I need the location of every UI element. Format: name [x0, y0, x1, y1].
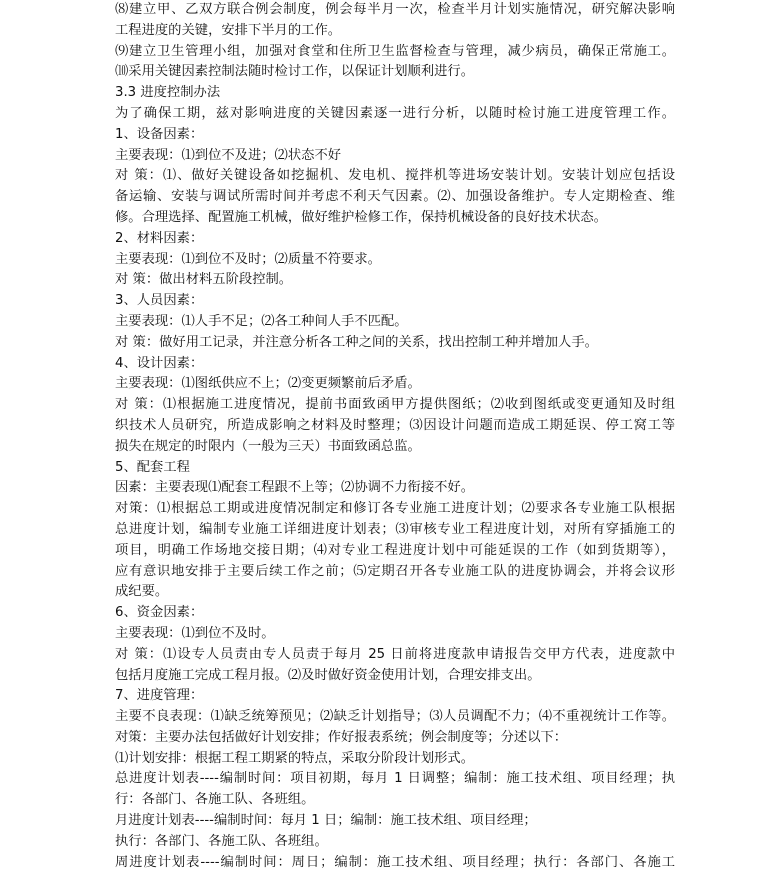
- text-line: 对 策：⑴根据施工进度情况，提前书面致函甲方提供图纸；⑵收到图纸或变更通知及时组: [115, 397, 675, 413]
- text-line: 对策：⑴根据总工期或进度情况制定和修订各专业施工进度计划；⑵要求各专业施工队根据: [115, 501, 675, 517]
- text-line: 对 策：⑴设专人员责由专人员责于每月 25 日前将进度款申请报告交甲方代表，进度款中: [115, 646, 675, 662]
- text-line: 对 策：做出材料五阶段控制。: [115, 272, 293, 288]
- text-line: 修。合理选择、配置施工机械，做好维护检修工作，保持机械设备的良好技术状态。: [115, 209, 607, 225]
- text-line: 主要不良表现：⑴缺乏统筹预见；⑵缺乏计划指导；⑶人员调配不力；⑷不重视统计工作等。: [115, 709, 675, 725]
- text-line: ⑼建立卫生管理小组，加强对食堂和住所卫生监督检查与管理，减少病员，确保正常施工。: [115, 43, 675, 59]
- text-line: 行：各部门、各施工队、各班组。: [115, 792, 315, 808]
- text-line: 主要表现：⑴到位不及进；⑵状态不好: [115, 147, 342, 163]
- text-line: 备运输、安装与调试所需时间并考虑不利天气因素。⑵、加强设备维护。专人定期检查、维: [115, 189, 675, 205]
- text-line: ⑴计划安排：根据工程工期紧的特点，采取分阶段计划形式。: [115, 750, 475, 766]
- text-line: ⑽采用关键因素控制法随时检讨工作，以保证计划顺利进行。: [115, 64, 475, 80]
- text-line: 7、进度管理：: [115, 688, 204, 704]
- text-line: 工程进度的关键，安排下半月的工作。: [115, 22, 342, 38]
- text-line: 包括月度施工完成工程月报。⑵及时做好资金使用计划，合理安排支出。: [115, 667, 541, 683]
- text-line: 3.3 进度控制办法: [115, 85, 221, 101]
- text-line: 月进度计划表----编制时间：每月 1 日；编制：施工技术组、项目经理；: [115, 813, 537, 829]
- text-line: 损失在规定的时限内（一般为三天）书面致函总监。: [115, 438, 421, 454]
- text-line: 主要表现：⑴到位不及时。: [115, 625, 275, 641]
- text-line: 主要表现：⑴到位不及时；⑵质量不符要求。: [115, 251, 381, 267]
- text-line: 项目，明确工作场地交接日期；⑷对专业工程进度计划中可能延误的工作（如到货期等），: [115, 542, 675, 558]
- text-line: 执行：各部门、各施工队、各班组。: [115, 833, 328, 849]
- text-line: 对策：主要办法包括做好计划安排；作好报表系统；例会制度等；分述以下：: [115, 729, 568, 745]
- text-line: 3、人员因素：: [115, 293, 204, 309]
- text-line: 对 策：⑴、做好关键设备如挖掘机、发电机、搅拌机等进场安装计划。安装计划应包括设: [115, 168, 675, 184]
- text-line: 为了确保工期，兹对影响进度的关键因素逐一进行分析，以随时检讨施工进度管理工作。: [115, 105, 675, 121]
- text-line: 1、设备因素：: [115, 126, 204, 142]
- text-line: 4、设计因素：: [115, 355, 204, 371]
- text-line: 成纪要。: [115, 584, 169, 600]
- text-line: 6、资金因素：: [115, 605, 204, 621]
- text-line: ⑻建立甲、乙双方联合例会制度，例会每半月一次，检查半月计划实施情况，研究解决影响: [115, 2, 675, 17]
- text-line: 织技术人员研究，所造成影响之材料及时整理；⑶因设计问题而造成工期延误、停工窝工等: [115, 417, 675, 433]
- text-line: 对 策：做好用工记录，并注意分析各工种之间的关系，找出控制工种并增加人手。: [115, 334, 598, 350]
- text-line: 总进度计划，编制专业施工详细进度计划表；⑶审核专业工程进度计划，对所有穿插施工的: [115, 521, 675, 537]
- document-page: [115, 0, 675, 873]
- text-line: 因素：主要表现⑴配套工程跟不上等；⑵协调不力衔接不好。: [115, 480, 475, 496]
- text-line: 总进度计划表----编制时间：项目初期，每月 1 日调整；编制：施工技术组、项目经理；执: [115, 771, 675, 787]
- text-line: 主要表现：⑴图纸供应不上；⑵变更频繁前后矛盾。: [115, 376, 421, 392]
- text-line: 2、材料因素：: [115, 230, 204, 246]
- text-line: 应有意识地安排于主要后续工作之前；⑸定期召开各专业施工队的进度协调会，并将会议形: [115, 563, 675, 579]
- text-line: 5、配套工程: [115, 459, 190, 475]
- text-line: 周进度计划表----编制时间：周日；编制：施工技术组、项目经理；执行：各部门、各施工: [115, 854, 675, 870]
- text-line: 主要表现：⑴人手不足；⑵各工种间人手不匹配。: [115, 313, 408, 329]
